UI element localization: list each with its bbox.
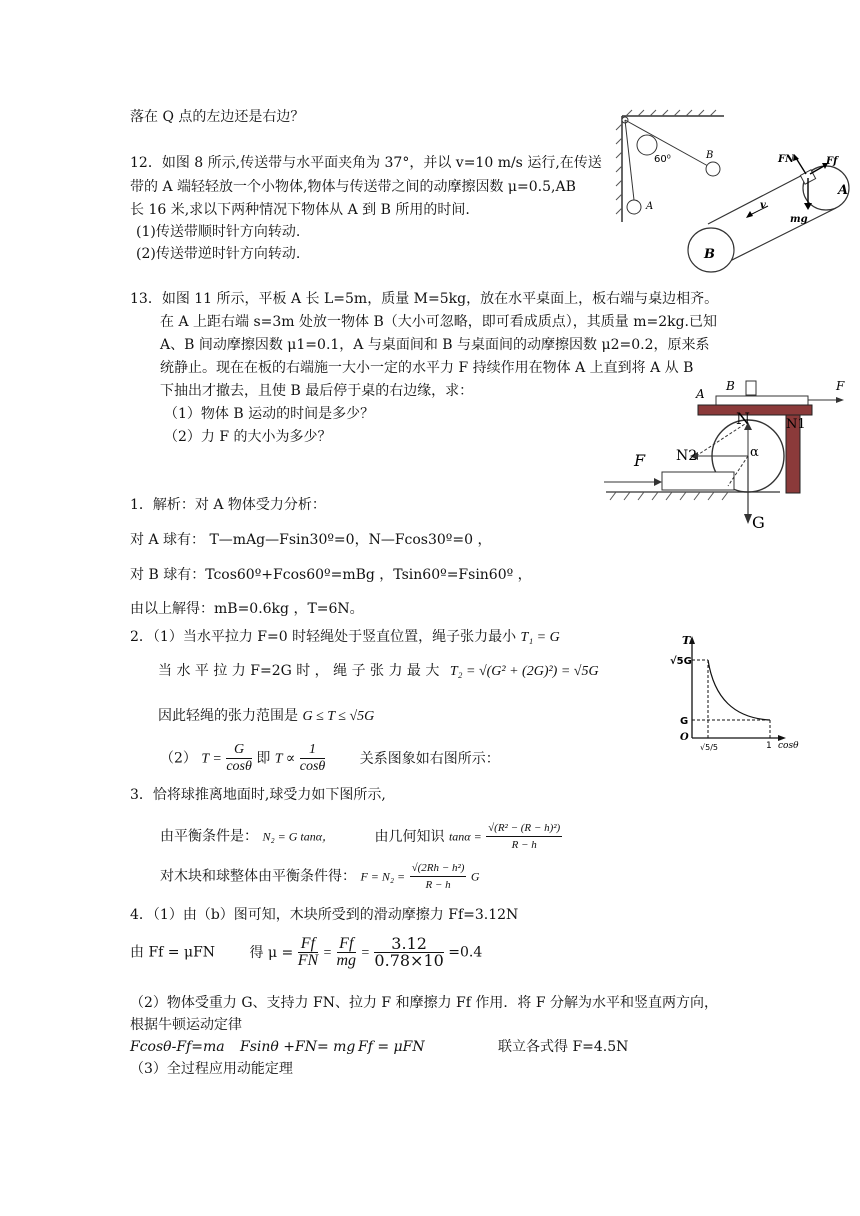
fraction [300,742,326,775]
solution-1-line: 对 B 球有：Tcos60º+Fcos60º=mBg ，Tsin60º=Fsin60º ， [130,567,532,583]
angle-alpha-label: α [750,445,759,460]
fraction [374,936,443,969]
tension-graph [664,632,810,754]
fraction [486,820,562,853]
solution-4-line: （2）物体受重力 G、支持力 FN、拉力 F 和摩擦力 Ff 作用．将 F 分解为水平和竖直两方向， [130,995,718,1011]
question-13-line: A、B 间动摩擦因数 μ1=0.1，A 与桌面间和 B 与桌面间的动摩擦因数 μ2=0.2，原来系 [160,337,710,353]
denominator: mg [336,952,357,969]
label-b: B [706,150,714,161]
label-b: B [704,247,715,262]
solution-2-line [130,628,560,647]
solution-3-line [160,820,562,856]
solution-2-line [160,742,500,778]
equation: N₂ = G tanα， [262,829,335,844]
solution-2-line [158,707,374,726]
sqrt5g-label: √5G [670,656,692,667]
solution-4-line: 4．（1）由（b）图可知，木块所受到的滑动摩擦力 Ff=3.12N [130,907,519,923]
denominator: cosθ [226,759,252,774]
push-force-label: F [634,451,646,470]
question-12-line: (1)传送带顺时针方向转动. [136,224,301,240]
numerator: 1 [300,742,326,759]
solution-1-line: 1．解析：对 A 物体受力分析： [130,497,326,513]
numerator: √(R² − (R − h)²) [486,820,562,837]
friction-force-label: Ff [826,156,838,167]
solution-1-line: 对 A 球有： T—mAg—Fsin30º=0，N—Fcos30º=0 ， [130,532,492,548]
t-axis-label: T [682,634,691,647]
fraction [226,742,252,775]
x-axis-label: cosθ [778,741,799,751]
solution-2-line [158,662,599,681]
solution-4-line: 由 Ff = μFN 得 μ = $\frac{Ff}{FN}$ = $\frac{Ff}{mg}$ = $\frac{3.12}{0.78\times 10}$ =0.4 [130,934,483,970]
denominator: R − h [511,839,537,851]
label-b: B [726,379,735,393]
fraction [337,936,357,969]
denominator: FN [297,952,319,969]
denominator: 0.78×10 [374,951,444,970]
text-line: 落在 Q 点的左边还是右边？ [130,109,305,125]
solution-2-text: 即 [256,750,271,767]
solution-2-text: 2．（1）当水平拉力 F=0 时轻绳处于竖直位置，绳子张力最小 [130,629,517,645]
solution-4-text: 得 μ = [249,944,294,961]
equation: F = N₂ = [360,869,406,884]
solution-3-text: 由平衡条件是： [160,828,258,845]
ball-force-figure [600,404,806,532]
numerator: √(2Rh − h²) [410,860,467,877]
fraction [410,860,467,893]
wooden-block [662,472,734,490]
normal-force-1-label: N1 [786,417,806,432]
numerator: Ff [298,936,318,953]
solution-4-line: Fcosθ-Ff=ma [130,1039,225,1055]
solution-3-line [160,860,480,896]
gravity-label: G [752,513,765,532]
label-a: A [696,387,705,401]
velocity-label: v [760,200,766,211]
equation: T ∝ [274,751,296,767]
equation: tanα = [448,829,482,844]
solution-4-text: 由 Ff = μFN [130,944,216,961]
block-b [746,381,756,395]
question-13-line: （2）力 F 的大小为多少？ [164,429,332,445]
ball-a [627,200,641,214]
question-12-line: 带的 A 端轻轻放一个小物体,物体与传送带之间的动摩擦因数 μ=0.5,AB [130,179,576,195]
equation: T₂ = √(G² + (2G)²) = √5G [449,664,599,679]
force-label: F [836,379,845,393]
solution-4-line: 联立各式得 F=4.5N [498,1039,629,1055]
solution-4-line: Ff = μFN [358,1039,425,1055]
question-13-line: 下抽出才撤去，且使 B 最后停于桌的右边缘，求： [160,383,474,399]
question-13-line: 统静止。现在在板的右端施一大小一定的水平力 F 持续作用在物体 A 上直到将 A 从 B [160,360,694,376]
solution-4-line: 根据牛顿运动定律 [130,1017,242,1033]
equation: G [470,869,480,884]
conveyor-belt-figure [686,146,858,274]
equation: T₁ = G [520,630,560,645]
equation: G ≤ T ≤ √5G [302,709,375,724]
fraction [298,936,318,969]
equation: T = [201,751,222,767]
numerator: G [226,742,252,759]
solution-3-line: 3．恰将球推离地面时,球受力如下图所示, [130,787,386,803]
solution-4-line: Fsinθ +FN= mg [240,1039,356,1055]
numerator: 3.12 [374,936,443,953]
question-12-line: (2)传送带逆时针方向转动. [136,246,301,262]
numerator: Ff [337,936,357,953]
solution-2-text: 因此轻绳的张力范围是 [158,708,298,724]
question-13-line: 在 A 上距右端 s=3m 处放一物体 B（大小可忽略，即可看成质点），其质量 m=2kg.已知 [160,314,718,330]
origin-label: O [680,732,689,743]
normal-force-2-label: N2 [676,448,698,464]
normal-force-label: N [736,409,750,428]
denominator: cosθ [299,759,326,774]
question-13-line: 13．如图 11 所示，平板 A 长 L=5m，质量 M=5kg，放在水平桌面上，板右端与桌边相齐。 [130,291,719,307]
normal-force-label: FN [778,154,795,165]
label-a: A [646,201,654,212]
question-12-line: 长 16 米,求以下两种情况下物体从 A 到 B 所用的时间. [130,202,470,218]
solution-2-text: 当 水 平 拉 力 F=2G 时 ， 绳 子 张 力 最 大 [158,663,440,679]
solution-4-text: =0.4 [448,944,483,961]
angle-label: 60⁰ [654,154,671,165]
question-12-line: 12．如图 8 所示,传送带与水平面夹角为 37°，并以 v=10 m/s 运行,在传送 [130,155,602,171]
weight-label: mg [790,214,808,225]
label-a: A [838,183,849,198]
solution-1-line: 由以上解得：mB=0.6kg ，T=6N。 [130,601,364,617]
solution-3-text: 由几何知识 [374,828,445,845]
g-label: G [680,716,689,727]
solution-2-text: 关系图象如右图所示： [359,750,500,767]
denominator: R − h [425,879,451,891]
question-13-line: （1）物体 B 运动的时间是多少？ [164,406,375,422]
x-tick-label: √5/5 [700,743,718,752]
solution-2-text: （2） [160,750,197,767]
x-one-label: 1 [766,741,772,751]
solution-4-line: （3）全过程应用动能定理 [130,1061,293,1077]
solution-3-text: 对木块和球整体由平衡条件得： [160,868,356,885]
tension-curve [708,660,770,720]
